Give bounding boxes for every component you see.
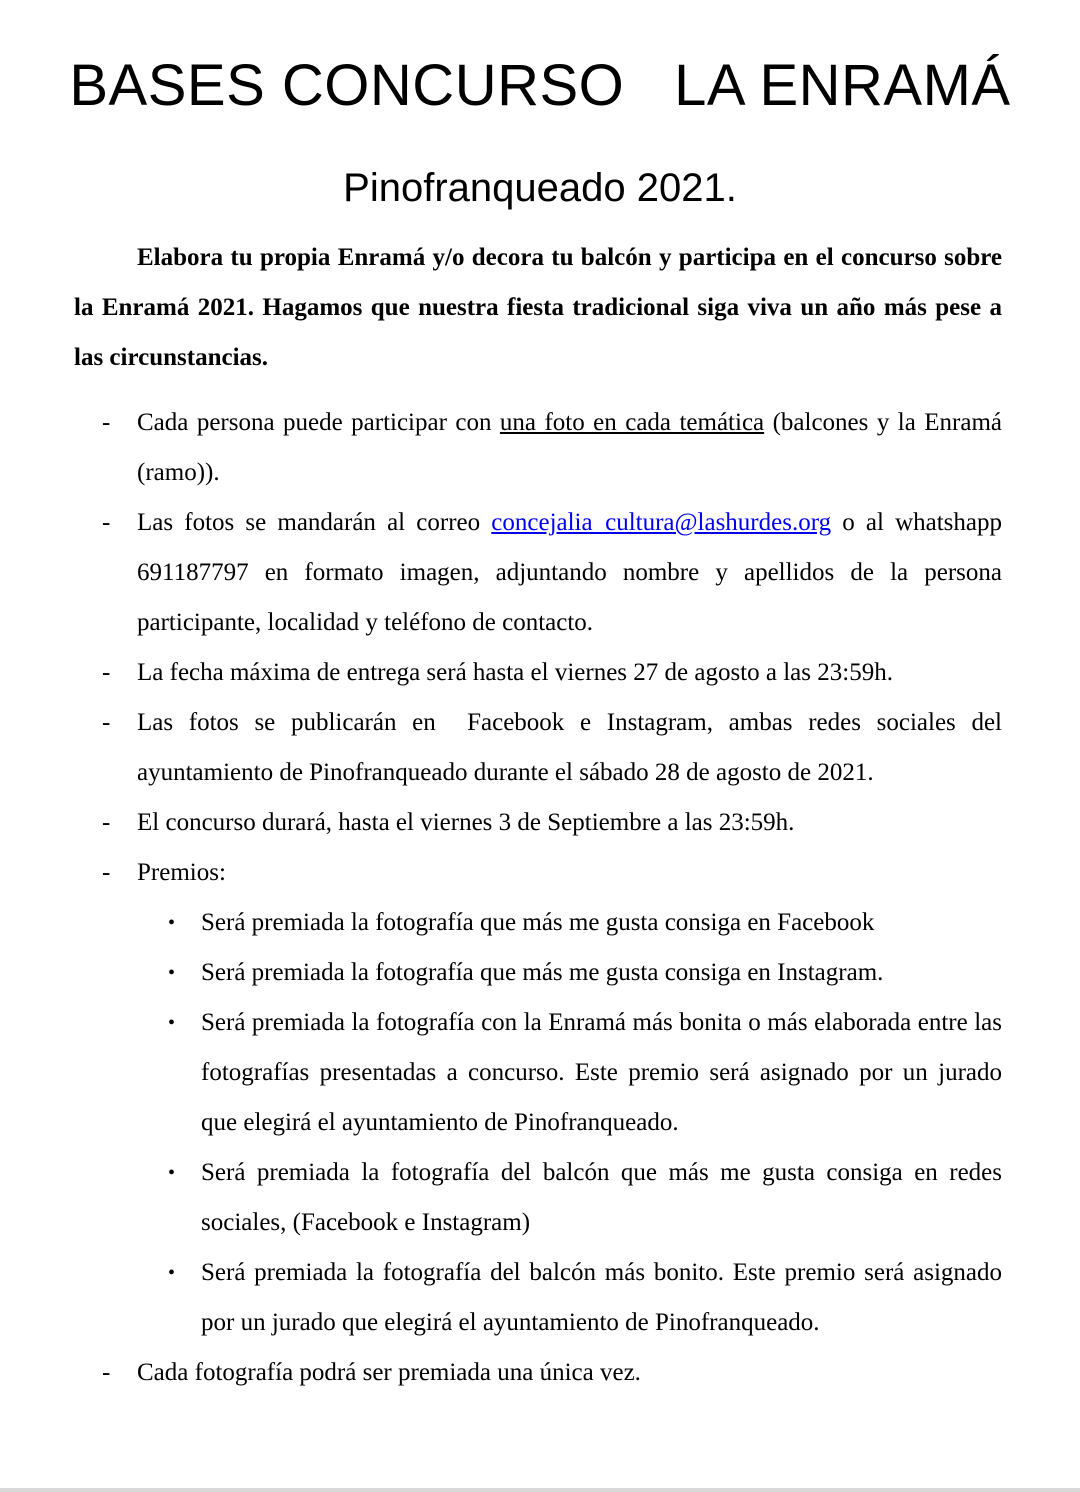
rule-item [0, 698, 1080, 798]
document-title: BASES CONCURSO LA ENRAMÁ [69, 53, 1011, 118]
rule-item [0, 1348, 1080, 1398]
rule-text: o al whatshapp 691187797 en formato imagen, adjuntando nombre y apellidos de la persona participante, localidad y teléfono de contacto. [137, 509, 1002, 636]
prize-item [137, 948, 1002, 998]
prizes-list [0, 898, 1002, 1348]
rule-item-prizes [0, 848, 1080, 1348]
prize-text: Será premiada la fotografía que más me gusta consiga en Instagram. [201, 959, 884, 986]
rule-text: La fecha máxima de entrega será hasta el viernes 27 de agosto a las 23:59h. [137, 659, 893, 686]
rule-text: El concurso durará, hasta el viernes 3 de Septiembre a las 23:59h. [137, 809, 795, 836]
prize-item [137, 998, 1002, 1148]
rule-text: Las fotos se mandarán al correo [137, 509, 492, 536]
intro-paragraph: Elabora tu propia Enramá y/o decora tu balcón y participa en el concurso sobre la Enramá 2021. Hagamos que nuestra fiesta tradicional siga viva un año más pese a las circunstancias. [74, 244, 1002, 371]
rule-text: Cada persona puede participar con [137, 409, 500, 436]
bullet-marker: • [168, 1162, 176, 1184]
rule-item [0, 498, 1080, 648]
bullet-marker: • [168, 912, 176, 934]
rule-item [0, 798, 1080, 848]
prize-text: Será premiada la fotografía con la Enramá más bonita o más elaborada entre las fotografías presentadas a concurso. Este premio será asignado por un jurado que elegirá el ayuntamiento de Pinofranqueado. [201, 1009, 1002, 1136]
dash-marker: - [102, 509, 111, 536]
bullet-marker: • [168, 1262, 176, 1284]
email-link[interactable]: concejalia_cultura@lashurdes.org [491, 509, 832, 536]
prize-text: Será premiada la fotografía del balcón más bonito. Este premio será asignado por un jurado que elegirá el ayuntamiento de Pinofranqueado. [201, 1259, 1002, 1336]
dash-marker: - [102, 809, 111, 836]
rules-list [0, 398, 1080, 1398]
dash-marker: - [102, 659, 111, 686]
prize-item [137, 1248, 1002, 1348]
prize-item [137, 898, 1002, 948]
bullet-marker: • [168, 1012, 176, 1034]
dash-marker: - [102, 1359, 111, 1386]
rule-item [0, 398, 1080, 498]
document-subtitle: Pinofranqueado 2021. [343, 166, 737, 210]
page-bottom-edge [0, 1488, 1080, 1492]
prizes-heading: Premios: [137, 859, 226, 886]
rule-text: Cada fotografía podrá ser premiada una única vez. [137, 1359, 641, 1386]
dash-marker: - [102, 709, 111, 736]
prize-text: Será premiada la fotografía que más me gusta consiga en Facebook [201, 909, 875, 936]
underlined-text: una foto en cada temática [499, 409, 765, 436]
rule-text: Las fotos se publicarán en Facebook e Instagram, ambas redes sociales del ayuntamiento de Pinofranqueado durante el sábado 28 de agosto de 2021. [137, 709, 1009, 786]
bullet-marker: • [168, 962, 176, 984]
prize-item [137, 1148, 1002, 1248]
rule-text: (balcones y la Enramá (ramo)). [137, 409, 1002, 486]
dash-marker: - [102, 409, 111, 436]
dash-marker: - [102, 859, 111, 886]
rule-item [0, 648, 1080, 698]
prize-text: Será premiada la fotografía del balcón que más me gusta consiga en redes sociales, (Facebook e Instagram) [201, 1159, 1002, 1236]
